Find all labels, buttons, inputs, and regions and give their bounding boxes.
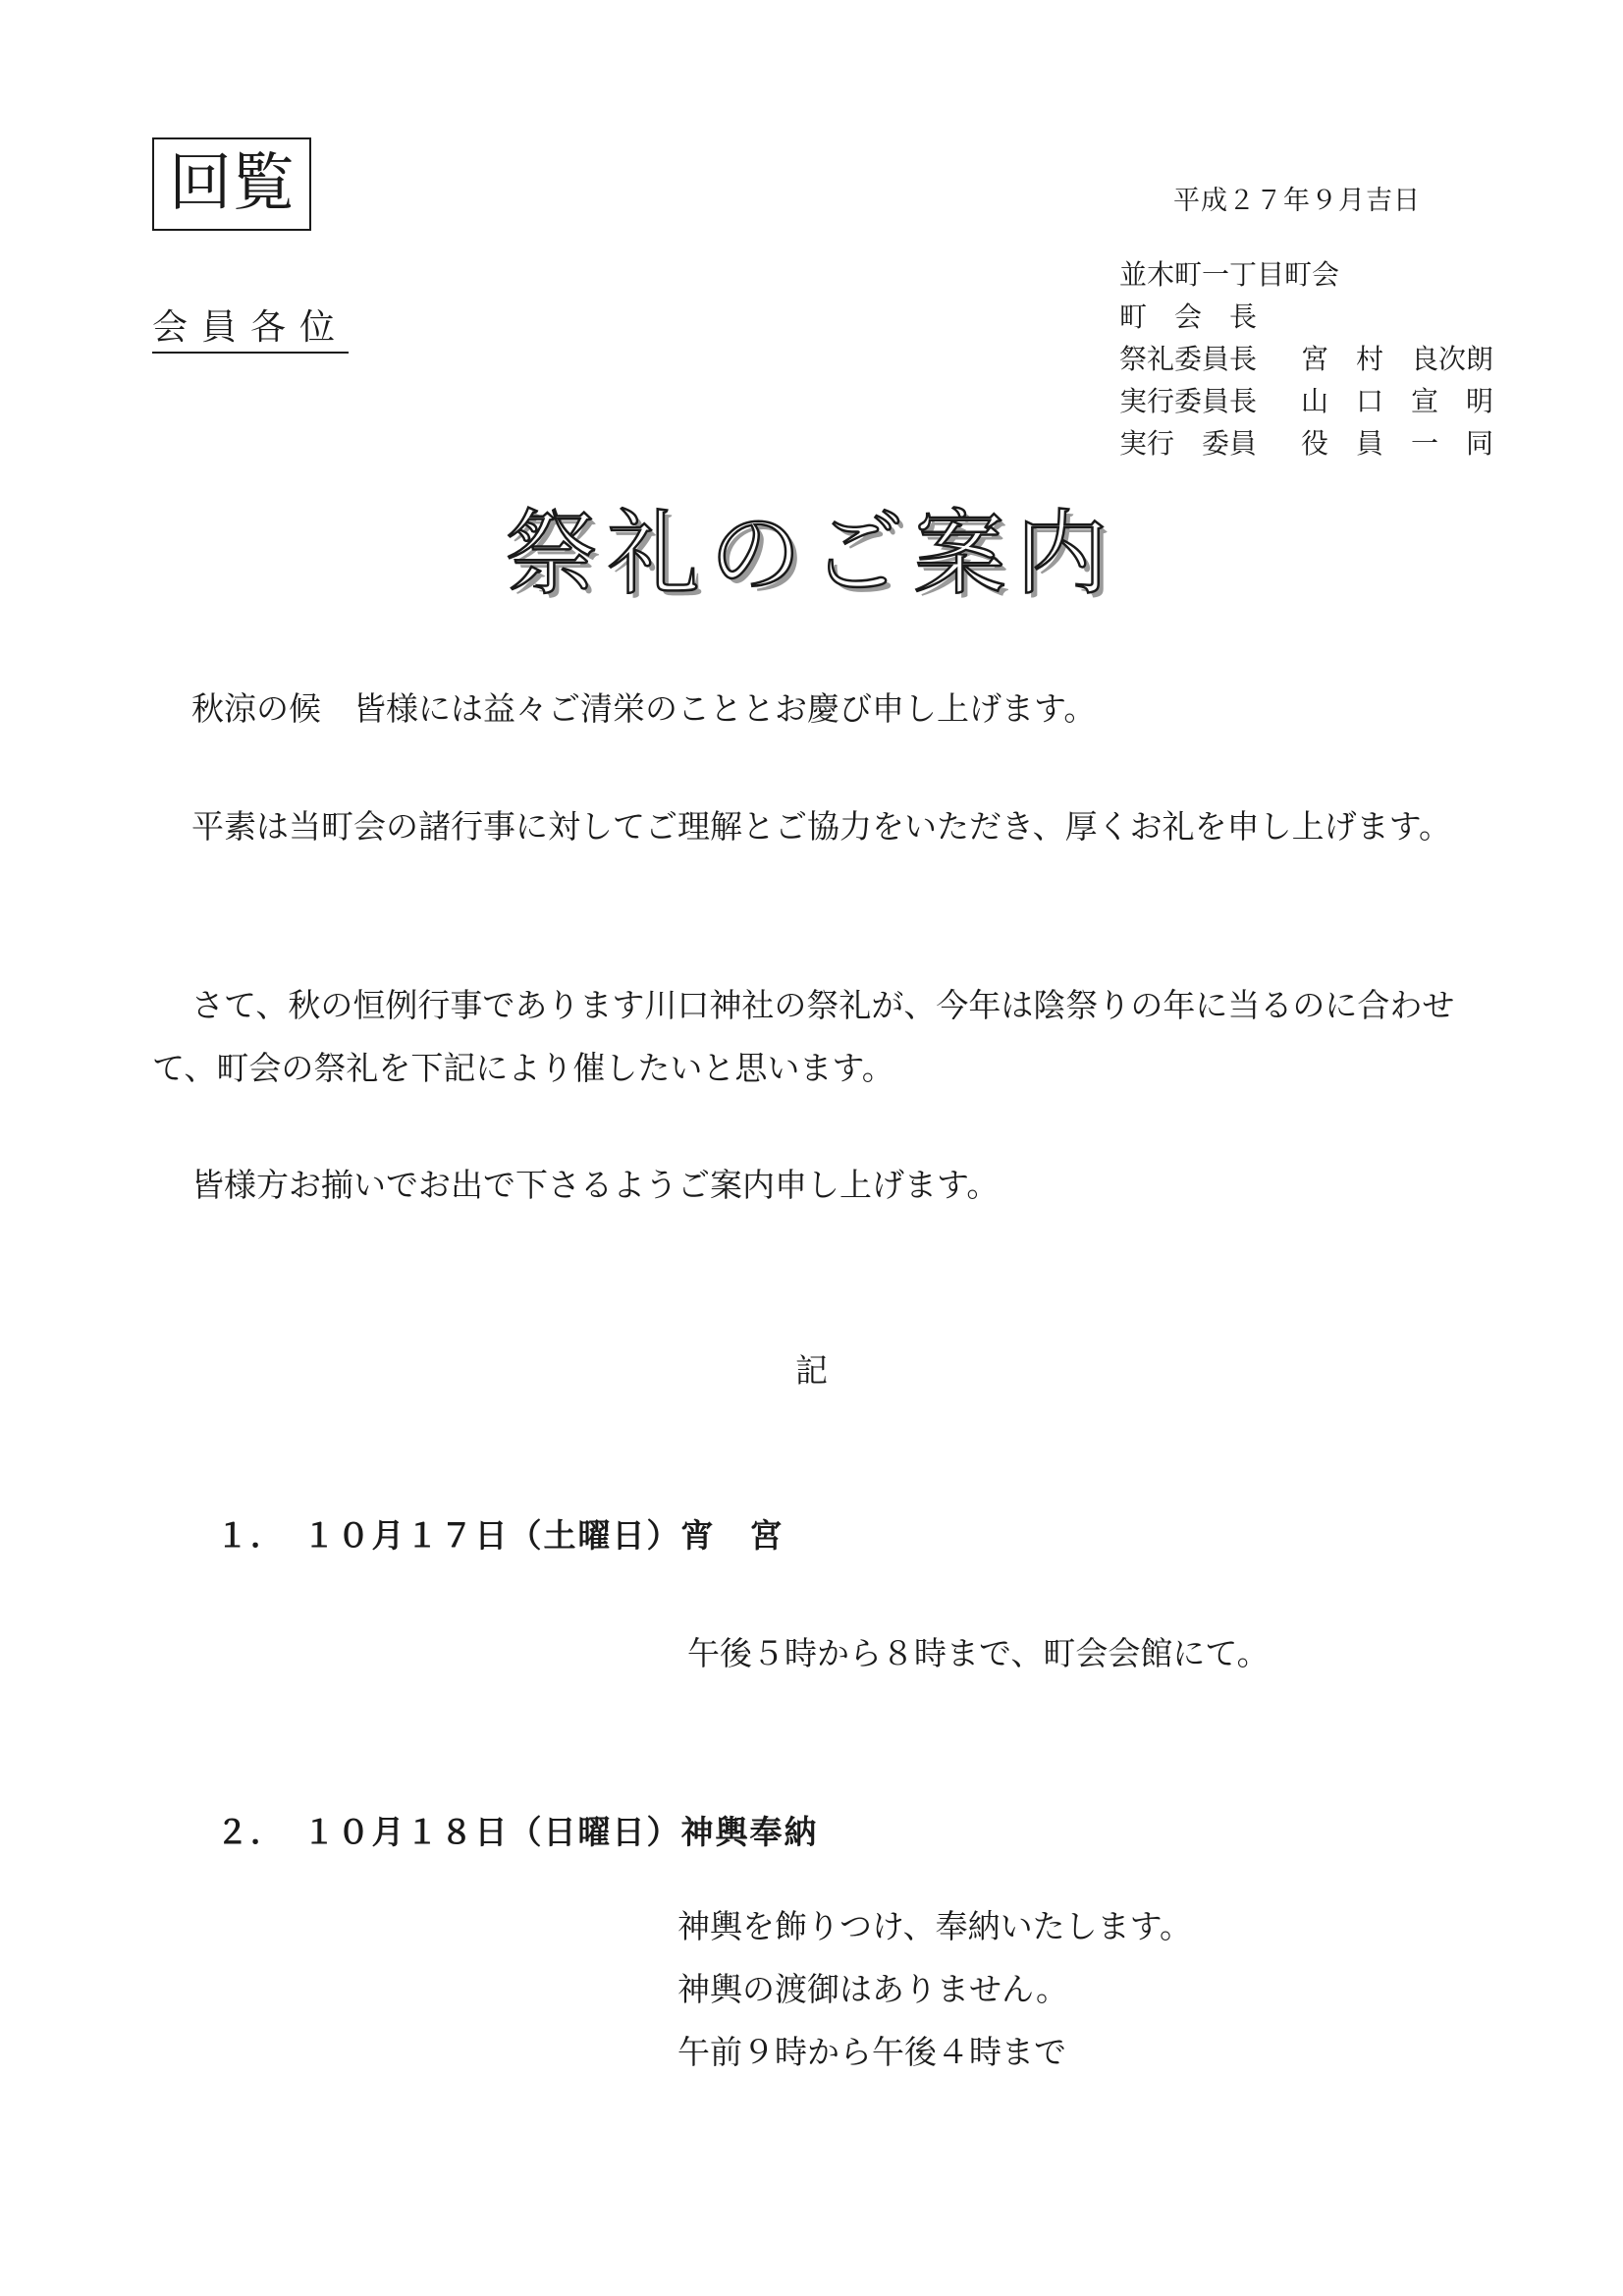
schedule-item-heading: ２． １０月１８日（日曜日）神輿奉納 <box>216 1813 819 1851</box>
document-title: 祭礼のご案内 <box>505 501 1118 608</box>
schedule-detail-line: 神輿の渡御はありません。 <box>677 1970 1068 2008</box>
schedule-detail-line: 神輿を飾りつけ、奉納いたします。 <box>677 1907 1193 1945</box>
invitation-paragraph: 皆様方お揃いでお出で下さるようご案内申し上げます。 <box>191 1166 1000 1204</box>
sender-role: 祭礼委員長 <box>1119 343 1258 375</box>
sender-line <box>1119 380 1522 422</box>
schedule-item-details <box>677 1895 1192 2084</box>
sender-line <box>1119 296 1522 338</box>
schedule-item-heading: １． １０月１７日（土曜日）宵 宮 <box>216 1516 784 1555</box>
record-mark: 記 <box>795 1351 828 1390</box>
sender-line <box>1119 422 1522 465</box>
sender-name: 山 口 宣 明 <box>1301 385 1494 417</box>
sender-role: 町 会 長 <box>1119 301 1258 333</box>
sender-name: 役 員 一 同 <box>1301 427 1494 460</box>
schedule-item-details <box>687 1622 1270 1685</box>
announcement-paragraph: さて、秋の恒例行事であります川口神社の祭礼が、今年は陰祭りの年に当るのに合わせて、町会の祭礼を下記により催したいと思います。 <box>152 986 1455 1087</box>
addressee: 会員各位 <box>152 300 349 354</box>
schedule-detail-line: 午前９時から午後４時まで <box>677 2033 1066 2071</box>
sender-organization: 並木町一丁目町会 <box>1119 258 1340 291</box>
schedule-detail-line: 午後５時から８時まで、町会会館にて。 <box>687 1634 1270 1672</box>
sender-name: 宮 村 良次朗 <box>1301 343 1494 375</box>
sender-block <box>1119 253 1522 465</box>
thanks-paragraph: 平素は当町会の諸行事に対してご理解とご協力をいただき、厚くお礼を申し上げます。 <box>191 807 1452 846</box>
issue-date: 平成２７年９月吉日 <box>1173 186 1421 216</box>
sender-line <box>1119 338 1522 380</box>
greeting-paragraph: 秋涼の候 皆様には益々ご清栄のこととお慶び申し上げます。 <box>191 689 1097 728</box>
sender-role: 実行委員長 <box>1119 385 1258 417</box>
sender-role: 実行 委員 <box>1119 427 1258 460</box>
circulate-stamp: 回覧 <box>152 137 311 231</box>
